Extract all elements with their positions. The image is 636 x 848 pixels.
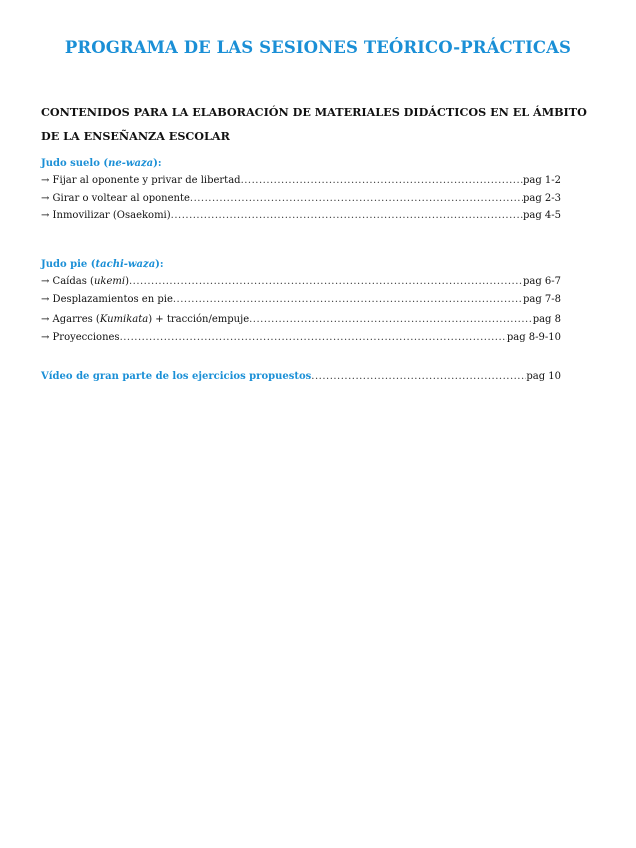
toc-entry-desplazamientos[interactable] bbox=[41, 294, 561, 310]
term-ukemi: ukemi bbox=[93, 276, 126, 287]
contents-heading bbox=[41, 100, 601, 148]
dot-leader bbox=[311, 371, 526, 382]
toc-entry-page: pag 2-3 bbox=[522, 193, 561, 204]
dot-leader bbox=[171, 210, 523, 221]
toc-entry-label: → Caídas (ukemi) bbox=[41, 276, 129, 287]
dot-leader bbox=[173, 294, 523, 305]
toc-entry-page: pag 7-8 bbox=[522, 294, 561, 305]
toc-entry-girar[interactable] bbox=[41, 193, 561, 209]
toc-entry-label: → Inmovilizar (Osaekomi) bbox=[41, 210, 171, 221]
dot-leader bbox=[120, 332, 507, 343]
dot-leader bbox=[129, 276, 523, 287]
contents-heading-line-2: DE LA ENSEÑANZA ESCOLAR bbox=[41, 129, 230, 143]
contents-heading-line-1: CONTENIDOS PARA LA ELABORACIÓN DE MATERIALES DIDÁCTICOS EN EL ÁMBITO bbox=[41, 105, 587, 119]
toc-entry-page: pag 10 bbox=[526, 371, 561, 382]
toc-entry-label: → Desplazamientos en pie bbox=[41, 294, 173, 305]
dot-leader bbox=[249, 314, 533, 325]
toc-entry-page: pag 8-9-10 bbox=[506, 332, 561, 343]
toc-entry-inmovilizar[interactable] bbox=[41, 210, 561, 226]
page-title: PROGRAMA DE LAS SESIONES TEÓRICO-PRÁCTICAS bbox=[64, 38, 572, 57]
toc-entry-agarres[interactable] bbox=[41, 314, 561, 330]
toc-entry-proyecciones[interactable] bbox=[41, 332, 561, 348]
toc-entry-page: pag 8 bbox=[532, 314, 561, 325]
toc-entry-fijar[interactable] bbox=[41, 175, 561, 191]
toc-entry-page: pag 4-5 bbox=[522, 210, 561, 221]
toc-entry-label: Vídeo de gran parte de los ejercicios propuestos bbox=[41, 371, 312, 382]
toc-entry-label: → Fijar al oponente y privar de libertad bbox=[41, 175, 241, 186]
toc-entry-label: → Girar o voltear al oponente bbox=[41, 193, 190, 204]
term-tachi-waza: tachi-waza bbox=[95, 259, 156, 270]
section-title-tachi-waza: Judo pie (tachi-waza): bbox=[41, 259, 164, 270]
dot-leader bbox=[241, 175, 523, 186]
toc-entry-video[interactable] bbox=[41, 371, 561, 387]
section-title-ne-waza: Judo suelo (ne-waza): bbox=[41, 158, 162, 169]
toc-entry-label: → Proyecciones bbox=[41, 332, 120, 343]
term-kumikata: Kumikata bbox=[99, 314, 149, 325]
toc-entry-page: pag 6-7 bbox=[522, 276, 561, 287]
toc-entry-label: → Agarres (Kumikata) + tracción/empuje bbox=[41, 314, 250, 325]
toc-entry-caidas[interactable] bbox=[41, 276, 561, 292]
term-ne-waza: ne-waza bbox=[108, 158, 154, 169]
dot-leader bbox=[190, 193, 523, 204]
toc-entry-page: pag 1-2 bbox=[522, 175, 561, 186]
